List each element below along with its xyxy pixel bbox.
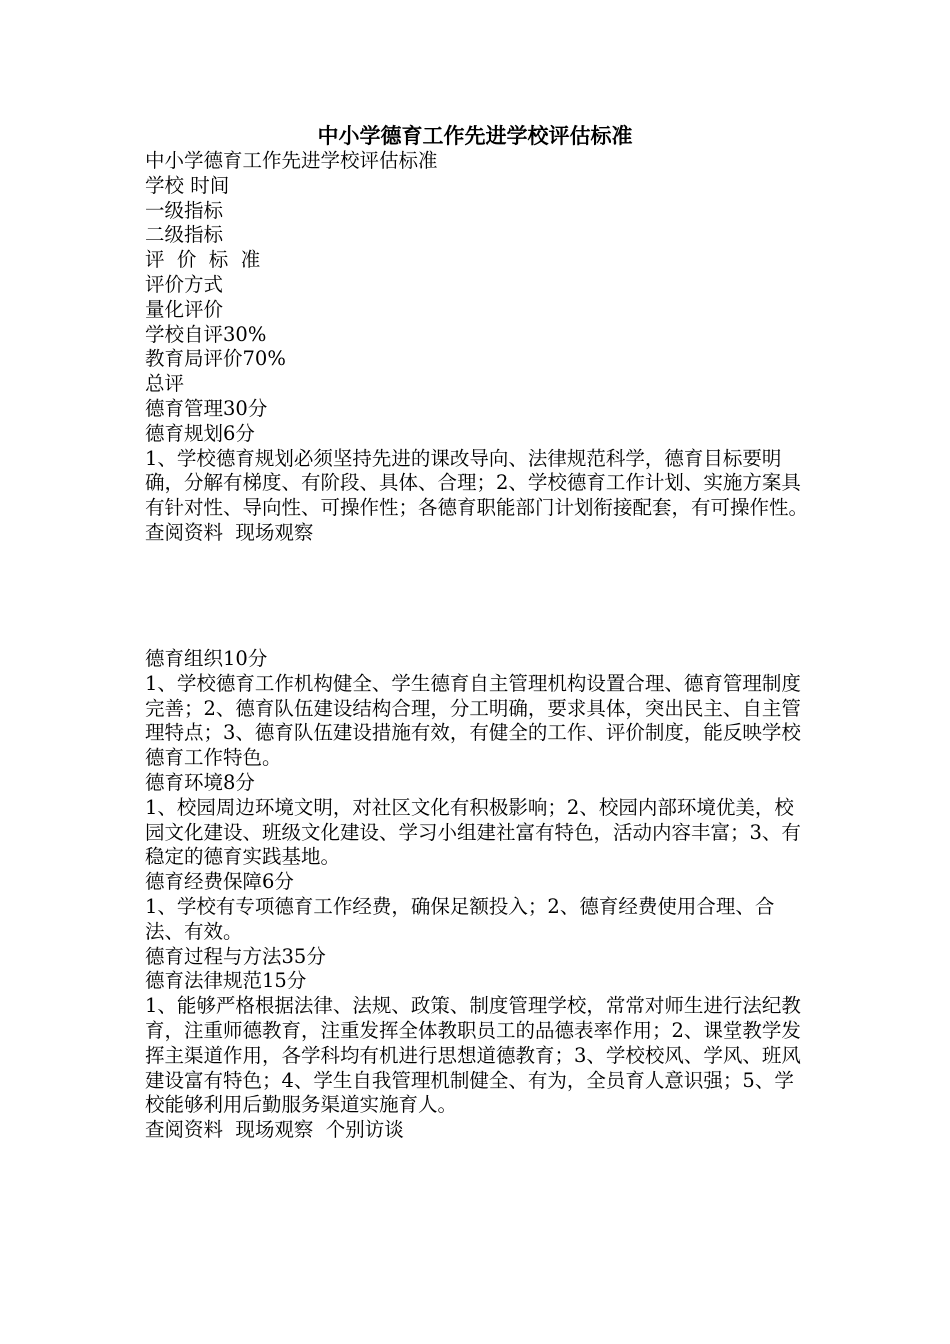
evaluation-method-text: 查阅资料 现场观察 xyxy=(145,520,314,544)
school-self-evaluation-weight: 学校自评30% xyxy=(145,322,267,346)
school-time-line: 学校 时间 xyxy=(145,173,230,197)
moral-process-indicator: 德育过程与方法35分 xyxy=(145,944,326,968)
document-title: 中小学德育工作先进学校评估标准 xyxy=(317,123,633,148)
moral-environment-criteria: 1、校园周边环境文明，对社区文化有积极影响；2、校园内部环境优美，校园文化建设、班级文化建设、学习小组建社富有特色，活动内容丰富；3、有稳定的德育实践基地。 xyxy=(145,795,801,869)
moral-funding-criteria: 1、学校有专项德育工作经费，确保足额投入；2、德育经费使用合理、合法、有效。 xyxy=(145,894,775,943)
moral-environment-indicator: 德育环境8分 xyxy=(145,770,255,794)
subtitle-line: 中小学德育工作先进学校评估标准 xyxy=(145,149,438,172)
evaluation-criteria-heading: 评 价 标 准 xyxy=(145,248,261,272)
overall-evaluation-heading: 总评 xyxy=(145,372,185,396)
moral-organization-criteria: 1、学校德育工作机构健全、学生德育自主管理机构设置合理、德育管理制度完善；2、德育队伍建设结构合理，分工明确，要求具体，突出民主、自主管理特点；3、德育队伍建设措施有效，有健全的工作、评价制度，能反映学校德育工作特色。 xyxy=(145,671,801,770)
moral-planning-criteria: 1、学校德育规划必须坚持先进的课改导向、法律规范科学，德育目标要明确，分解有梯度、有阶段、具体、合理；2、学校德育工作计划、实施方案具有针对性、导向性、可操作性；各德育职能部门计划衔接配套，有可操作性。 xyxy=(145,446,809,520)
quantitative-evaluation-heading: 量化评价 xyxy=(145,297,224,321)
education-bureau-evaluation-weight: 教育局评价70% xyxy=(145,347,286,371)
evaluation-method-heading: 评价方式 xyxy=(145,272,224,296)
moral-legal-norms-indicator: 德育法律规范15分 xyxy=(145,969,307,993)
first-level-indicator-heading: 一级指标 xyxy=(145,198,224,222)
moral-planning-indicator: 德育规划6分 xyxy=(145,421,255,445)
moral-management-indicator: 德育管理30分 xyxy=(145,396,268,420)
moral-funding-indicator: 德育经费保障6分 xyxy=(145,870,294,894)
moral-legal-norms-criteria: 1、能够严格根据法律、法规、政策、制度管理学校，常常对师生进行法纪教育，注重师德教育，注重发挥全体教职员工的品德表率作用；2、课堂教学发挥主渠道作用，各学科均有机进行思想道德教育；3、学校校风、学风、班风建设富有特色；4、学生自我管理机制健全、有为，全员育人意识强；5、学校能够利用后勤服务渠道实施育人。 xyxy=(145,994,801,1117)
evaluation-method-text: 查阅资料 现场观察 个别访谈 xyxy=(145,1118,404,1142)
moral-organization-indicator: 德育组织10分 xyxy=(145,647,268,670)
section-management xyxy=(145,149,813,546)
section-organization xyxy=(145,647,813,1143)
second-level-indicator-heading: 二级指标 xyxy=(145,223,224,247)
